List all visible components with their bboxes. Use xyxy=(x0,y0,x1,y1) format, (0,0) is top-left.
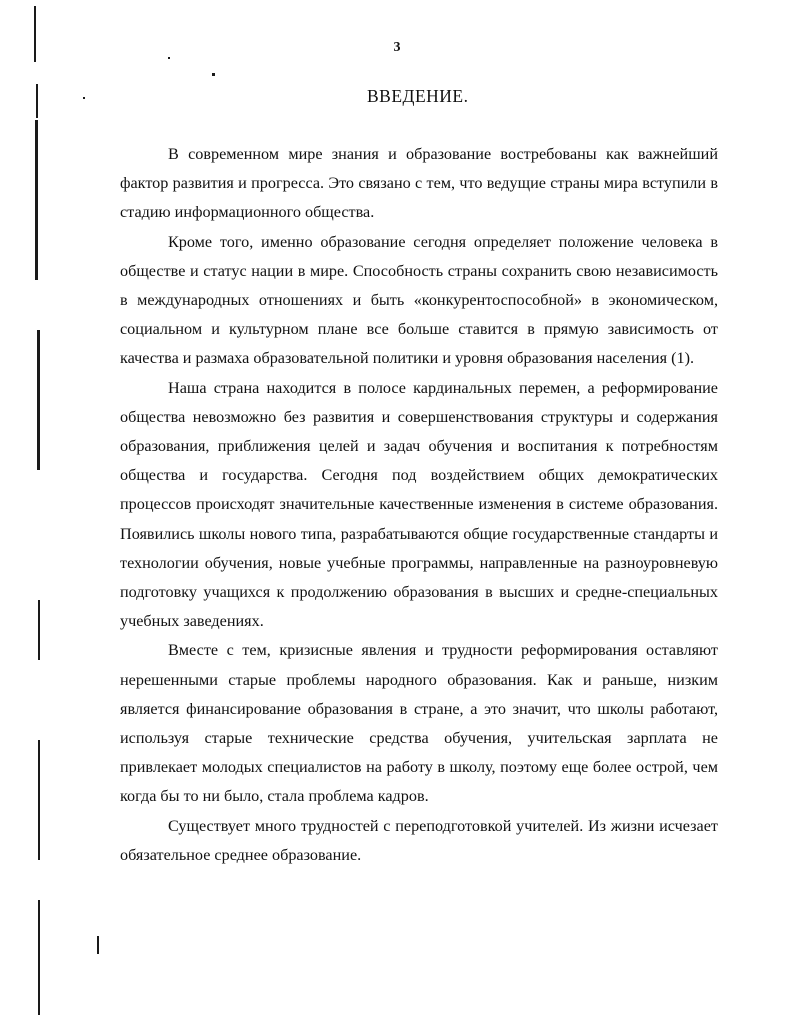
scan-edge-mark xyxy=(35,120,38,280)
scan-edge-mark xyxy=(36,84,38,118)
page-number: 3 xyxy=(393,40,401,55)
section-heading: ВВЕДЕНИЕ. xyxy=(367,86,469,106)
scan-edge-mark xyxy=(97,936,99,954)
paragraph: Существует много трудностей с переподготовкой учителей. Из жизни исчезает обязательное среднее образование. xyxy=(120,816,718,864)
scan-edge-mark xyxy=(37,330,40,470)
scan-edge-mark xyxy=(38,600,40,660)
paragraph: Наша страна находится в полосе кардинальных перемен, а реформирование общества невозможно без развития и совершенствования структуры и содержания образования, приближения целей и задач обучения и воспитания к потребностям общества и государства. Сегодня под воздействием общих демократических процессов происходят значительные качественные изменения в системе образования. Появились школы нового типа, разрабатываются общие государственные стандарты и технологии обучения, новые учебные программы, направленные на разноуровневую подготовку учащихся к продолжению образования в высших и средне-специальных учебных заведениях. xyxy=(120,378,718,631)
paragraph: Вместе с тем, кризисные явления и трудности реформирования оставляют нерешенными старые проблемы народного образования. Как и раньше, низким является финансирование образования в стране, а это значит, что школы работают, используя старые технические средства обучения, учительская зарплата не привлекает молодых специалистов на работу в школу, поэтому еще более острой, чем когда бы то ни было, стала проблема кадров. xyxy=(120,641,718,806)
scan-edge-mark xyxy=(38,740,40,860)
scan-speck xyxy=(83,97,85,99)
scan-speck xyxy=(212,73,215,76)
paragraph: В современном мире знания и образование востребованы как важнейший фактор развития и прогресса. Это связано с тем, что ведущие страны мира вступили в стадию информационного общества. xyxy=(120,145,718,222)
paragraph: Кроме того, именно образование сегодня определяет положение человека в обществе и статус нации в мире. Способность страны сохранить свою независимость в международных отношениях и быть «конкурентоспособной» в экономическом, социальном и культурном плане все больше ставится в прямую зависимость от качества и размаха образовательной политики и уровня образования населения (1). xyxy=(120,232,718,368)
body-text xyxy=(120,140,718,870)
scan-edge-mark xyxy=(38,900,40,1015)
scan-speck xyxy=(168,57,170,59)
